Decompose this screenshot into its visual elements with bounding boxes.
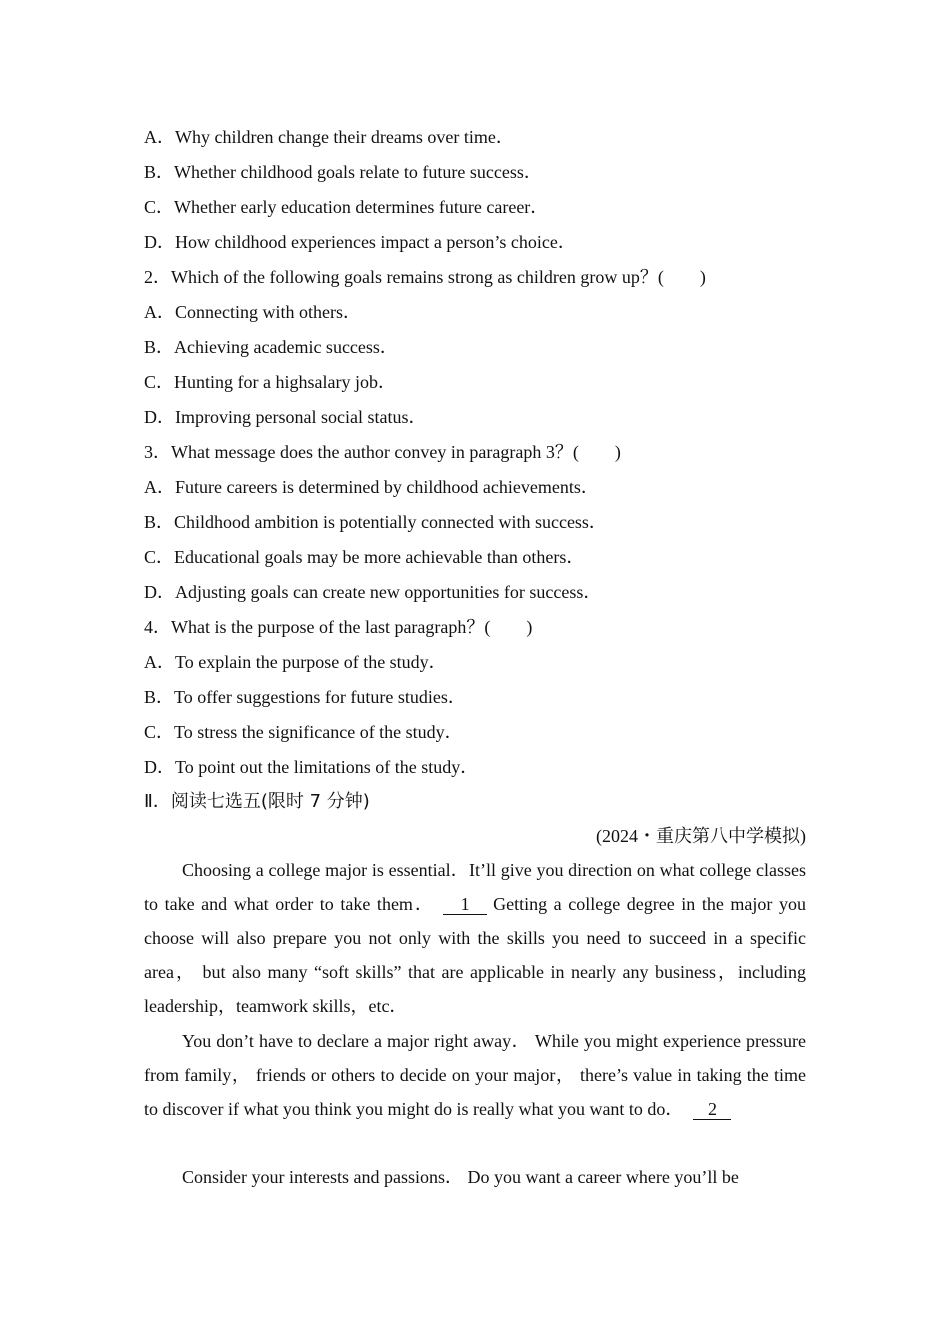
paragraph-1-text-after: Getting a college degree in the major you choose will also prepare you not only with the skills you need to succeed in a specific area， but also many “soft skills” that are applicable in nearly any business，including leadership，teamwork skills，etc． bbox=[144, 894, 806, 1016]
q3-option-d: D．Adjusting goals can create new opportunities for success． bbox=[144, 582, 602, 602]
q3-option-b: B．Childhood ambition is potentially connected with success． bbox=[144, 512, 607, 532]
q4-option-a: A．To explain the purpose of the study． bbox=[144, 652, 447, 672]
paragraph-2-text: You don’t have to declare a major right away． While you might experience pressure from family， friends or others to decide on your major， there’s value in taking the time to discover if what you think you might do is really what you want to do． bbox=[144, 1031, 806, 1119]
q1-option-a: A．Why children change their dreams over time． bbox=[144, 127, 514, 147]
q4-option-d: D．To point out the limitations of the study． bbox=[144, 757, 479, 777]
section-heading-text: Ⅱ．阅读七选五(限时 7 分钟) bbox=[144, 791, 370, 812]
blank-1: 1 bbox=[443, 894, 487, 915]
paragraph-1-text-before: Choosing a college major is essential．It’ll give you direction on what college classes to take and what order to take them． bbox=[144, 860, 806, 914]
q4-option-b: B．To offer suggestions for future studies． bbox=[144, 687, 466, 707]
q4-option-c: C．To stress the significance of the study． bbox=[144, 722, 463, 742]
q3-option-a: A．Future careers is determined by childhood achievements． bbox=[144, 477, 599, 497]
q2-stem: 2．Which of the following goals remains strong as children grow up？( ) bbox=[144, 267, 706, 287]
passage-paragraph-3: Consider your interests and passions． Do you want a career where you’ll be bbox=[182, 1167, 739, 1187]
q3-stem: 3．What message does the author convey in paragraph 3？( ) bbox=[144, 442, 621, 462]
q2-option-b: B．Achieving academic success． bbox=[144, 337, 398, 357]
q1-option-b: B．Whether childhood goals relate to future success． bbox=[144, 162, 542, 182]
q1-option-d: D．How childhood experiences impact a person’s choice． bbox=[144, 232, 576, 252]
q4-stem: 4．What is the purpose of the last paragraph？( ) bbox=[144, 617, 533, 637]
passage-paragraph-2 bbox=[144, 1024, 806, 1126]
q1-option-c: C．Whether early education determines future career． bbox=[144, 197, 549, 217]
q3-option-c: C．Educational goals may be more achievable than others． bbox=[144, 547, 585, 567]
q2-option-a: A．Connecting with others． bbox=[144, 302, 361, 322]
blank-2: 2 bbox=[693, 1099, 731, 1120]
passage-paragraph-1 bbox=[144, 853, 806, 1023]
q2-option-c: C．Hunting for a highsalary job． bbox=[144, 372, 396, 392]
section-heading bbox=[144, 789, 806, 814]
q2-option-d: D．Improving personal social status． bbox=[144, 407, 427, 427]
source-note: (2024・重庆第八中学模拟) bbox=[596, 826, 806, 846]
